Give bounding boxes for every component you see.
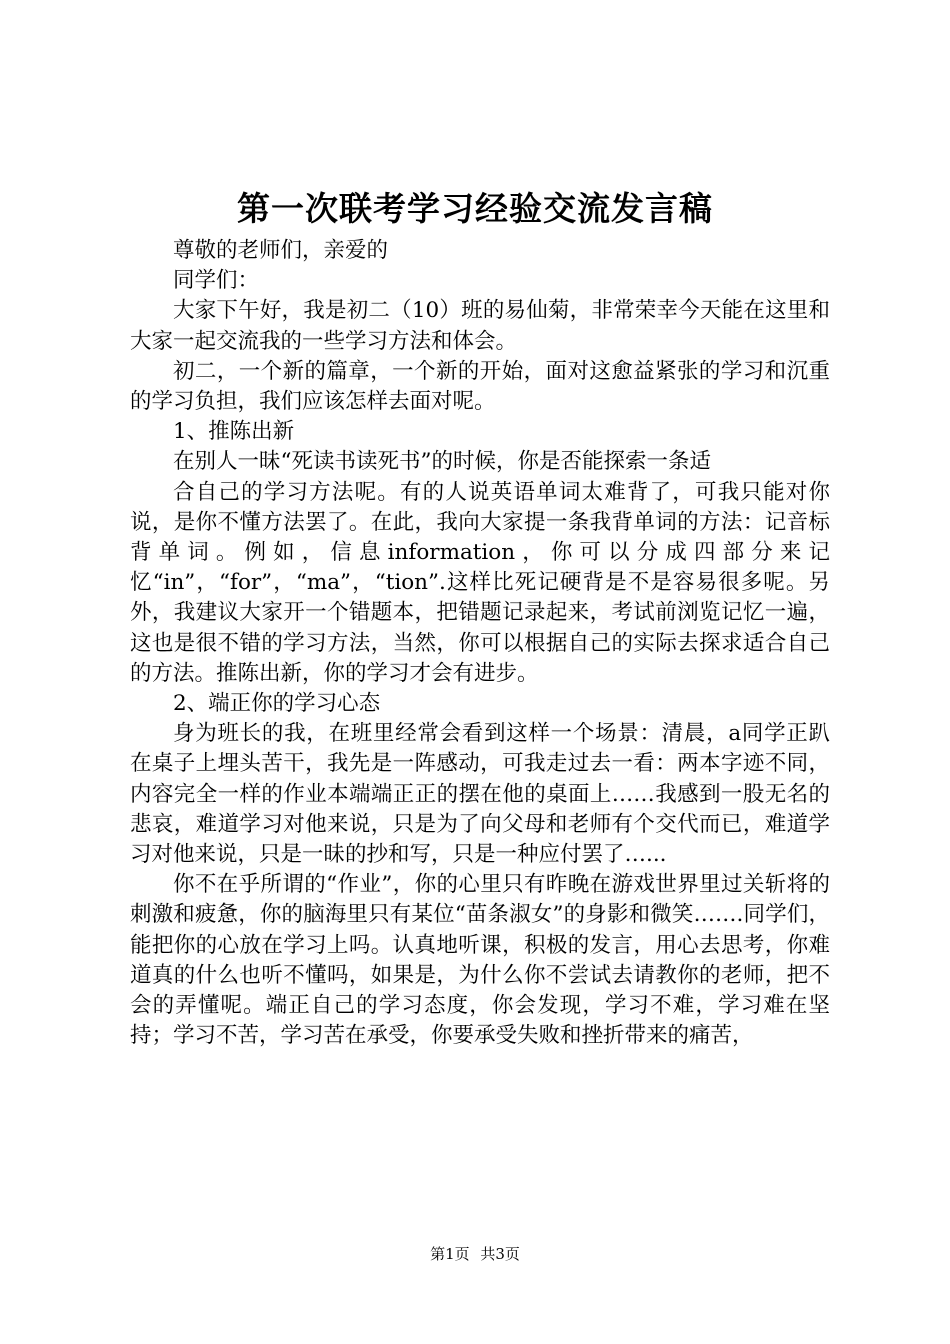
- paragraph-introduction: 大家下午好，我是初二（10）班的易仙菊，非常荣幸今天能在这里和大家一起交流我的一些学习方法和体会。: [130, 298, 830, 354]
- page-footer: [0, 1244, 950, 1264]
- paragraph-section-2-advice: 你不在乎所谓的“作业”，你的心里只有昨晚在游戏世界里过关斩将的刺激和疲惫，你的脑海里只有某位“苗条淑女”的身影和微笑…….同学们，能把你的心放在学习上吗。认真地听课，积极的发言，用心去思考，你难道真的什么也听不懂吗，如果是，为什么你不尝试去请教你的老师，把不会的弄懂呢。端正自己的学习态度，你会发现，学习不难，学习难在坚持；学习不苦，学习苦在承受，你要承受失败和挫折带来的痛苦，: [130, 872, 830, 1049]
- paragraph-section-2-scene: 身为班长的我，在班里经常会看到这样一个场景：清晨，a同学正趴在桌子上埋头苦干，我先是一阵感动，可我走过去一看：两本字迹不同，内容完全一样的作业本端端正正的摆在他的桌面上……我感到一股无名的悲哀，难道学习对他来说，只是为了向父母和老师有个交代而已，难道学习对他来说，只是一昧的抄和写，只是一种应付罢了…...: [130, 721, 830, 868]
- page-total: 共3页: [480, 1245, 520, 1263]
- paragraph-greeting-continued: 同学们：: [173, 268, 260, 294]
- paragraph-section-1-intro: 在别人一昧“死读书读死书”的时候，你是否能探索一条适: [173, 449, 711, 475]
- section-heading-1: 1、推陈出新: [173, 419, 295, 445]
- document-title: 第一次联考学习经验交流发言稿: [237, 189, 713, 228]
- section-heading-2: 2、端正你的学习心态: [173, 691, 381, 717]
- paragraph-section-1-body: 合自己的学习方法呢。有的人说英语单词太难背了，可我只能对你说，是你不懂方法罢了。在此，我向大家提一条我背单词的方法：记音标背单词。例如，信息information，你可以分成四部分来记忆“in”，“for”，“ma”，“tion”.这样比死记硬背是不是容易很多呢。另外，我建议大家开一个错题本，把错题记录起来，考试前浏览记忆一遍，这也是很不错的学习方法，当然，你可以根据自己的实际去探求适合自己的方法。推陈出新，你的学习才会有进步。: [130, 479, 830, 686]
- document-body: [130, 236, 830, 1051]
- paragraph-greeting: 尊敬的老师们，亲爱的: [173, 238, 389, 263]
- paragraph-context: 初二，一个新的篇章，一个新的开始，面对这愈益紧张的学习和沉重的学习负担，我们应该怎样去面对呢。: [130, 358, 830, 415]
- page-number: 第1页: [430, 1245, 470, 1263]
